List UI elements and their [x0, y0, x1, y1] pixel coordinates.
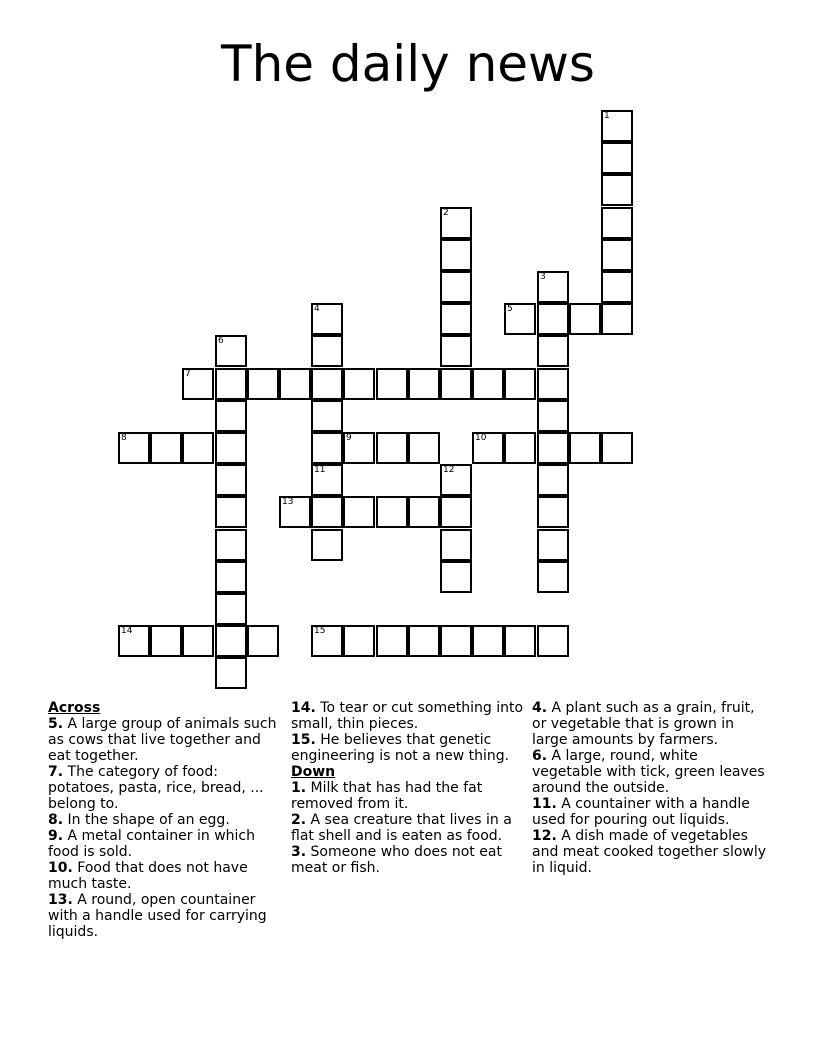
puzzle-title: The daily news [221, 35, 595, 93]
grid-cell[interactable] [118, 432, 150, 464]
down-heading: Down [291, 764, 336, 780]
grid-cell[interactable] [182, 432, 214, 464]
cell-number: 4 [314, 304, 320, 314]
clue-down-1[interactable]: 1. Milk that has had the fat removed from it. [291, 780, 483, 812]
grid-cell[interactable] [311, 368, 343, 400]
grid-cell[interactable] [472, 625, 504, 657]
grid-cell[interactable] [537, 335, 569, 367]
cell-number: 8 [121, 433, 127, 443]
grid-cell[interactable] [215, 496, 247, 528]
grid-cell[interactable] [343, 625, 375, 657]
cell-number: 9 [346, 433, 352, 443]
grid-cell[interactable] [215, 529, 247, 561]
grid-cell[interactable] [569, 432, 601, 464]
grid-cell[interactable] [504, 432, 536, 464]
clue-across-9[interactable]: 9. A metal container in which food is sold. [48, 828, 255, 860]
clue-down-12[interactable]: 12. A dish made of vegetables and meat cooked together slowly in liquid. [532, 828, 767, 876]
clue-across-15[interactable]: 15. He believes that genetic engineering is not a new thing. [291, 732, 510, 764]
grid-cell[interactable] [440, 496, 472, 528]
grid-cell[interactable] [311, 400, 343, 432]
grid-cell[interactable] [247, 368, 279, 400]
grid-cell[interactable] [537, 496, 569, 528]
clue-down-4[interactable]: 4. A plant such as a grain, fruit, or vegetable that is grown in large amounts by farmers. [532, 700, 755, 748]
grid-cell[interactable] [182, 368, 214, 400]
grid-cell[interactable] [440, 239, 472, 271]
grid-cell[interactable] [311, 625, 343, 657]
grid-cell[interactable] [215, 400, 247, 432]
grid-cell[interactable] [215, 593, 247, 625]
grid-cell[interactable] [343, 368, 375, 400]
cell-number: 6 [218, 336, 224, 346]
grid-cell[interactable] [311, 496, 343, 528]
grid-cell[interactable] [440, 561, 472, 593]
grid-cell[interactable] [440, 335, 472, 367]
cell-number: 5 [507, 304, 513, 314]
cell-number: 10 [475, 433, 487, 443]
grid-cell[interactable] [440, 625, 472, 657]
clue-across-14[interactable]: 14. To tear or cut something into small, thin pieces. [291, 700, 524, 732]
grid-cell[interactable] [343, 496, 375, 528]
grid-cell[interactable] [247, 625, 279, 657]
grid-cell[interactable] [408, 368, 440, 400]
cell-number: 13 [282, 497, 294, 507]
clue-across-10[interactable]: 10. Food that does not have much taste. [48, 860, 248, 892]
grid-cell[interactable] [408, 432, 440, 464]
grid-cell[interactable] [569, 303, 601, 335]
clue-down-2[interactable]: 2. A sea creature that lives in a flat shell and is eaten as food. [291, 812, 512, 844]
grid-cell[interactable] [537, 432, 569, 464]
grid-cell[interactable] [504, 368, 536, 400]
clue-across-8[interactable]: 8. In the shape of an egg. [48, 812, 230, 828]
clue-column-2 [291, 700, 523, 876]
grid-cell[interactable] [537, 625, 569, 657]
clue-column-3 [532, 700, 767, 876]
grid-cell[interactable] [150, 432, 182, 464]
grid-cell[interactable] [408, 625, 440, 657]
grid-cell[interactable] [472, 368, 504, 400]
grid-cell[interactable] [215, 368, 247, 400]
grid-cell[interactable] [376, 625, 408, 657]
cell-number: 3 [540, 272, 546, 282]
grid-cell[interactable] [537, 271, 569, 303]
grid-cell[interactable] [376, 496, 408, 528]
grid-cell[interactable] [343, 432, 375, 464]
cell-number: 2 [443, 208, 449, 218]
clue-down-6[interactable]: 6. A large, round, white vegetable with tick, green leaves around the outside. [532, 748, 765, 796]
grid-cell[interactable] [601, 239, 633, 271]
grid-cell[interactable] [150, 625, 182, 657]
across-heading: Across [48, 700, 101, 716]
grid-cell[interactable] [537, 561, 569, 593]
grid-cell[interactable] [601, 110, 633, 142]
grid-cell[interactable] [472, 432, 504, 464]
grid-cell[interactable] [601, 207, 633, 239]
grid-cell[interactable] [601, 271, 633, 303]
cell-number: 15 [314, 626, 326, 636]
grid-cell[interactable] [376, 368, 408, 400]
cell-number: 12 [443, 465, 455, 475]
grid-cell[interactable] [215, 657, 247, 689]
grid-cell[interactable] [440, 529, 472, 561]
grid-cell[interactable] [118, 625, 150, 657]
clue-across-13[interactable]: 13. A round, open countainer with a handle used for carrying liquids. [48, 892, 267, 940]
clue-across-7[interactable]: 7. The category of food: potatoes, pasta, rice, bread, ... belong to. [48, 764, 264, 812]
grid-cell[interactable] [537, 368, 569, 400]
grid-cell[interactable] [279, 368, 311, 400]
grid-cell[interactable] [311, 529, 343, 561]
grid-cell[interactable] [311, 432, 343, 464]
grid-cell[interactable] [601, 174, 633, 206]
grid-cell[interactable] [537, 303, 569, 335]
clue-down-3[interactable]: 3. Someone who does not eat meat or fish. [291, 844, 502, 876]
grid-cell[interactable] [215, 432, 247, 464]
grid-cell[interactable] [279, 496, 311, 528]
grid-cell[interactable] [537, 529, 569, 561]
grid-cell[interactable] [215, 625, 247, 657]
grid-cell[interactable] [601, 432, 633, 464]
grid-cell[interactable] [504, 625, 536, 657]
clue-column-1 [48, 700, 283, 940]
clue-across-5[interactable]: 5. A large group of animals such as cows that live together and eat together. [48, 716, 277, 764]
grid-cell[interactable] [311, 464, 343, 496]
grid-cell[interactable] [440, 271, 472, 303]
grid-cell[interactable] [408, 496, 440, 528]
cell-number: 14 [121, 626, 133, 636]
grid-cell[interactable] [440, 303, 472, 335]
cell-number: 7 [185, 369, 191, 379]
grid-cell[interactable] [311, 335, 343, 367]
grid-cell[interactable] [601, 303, 633, 335]
clue-down-11[interactable]: 11. A countainer with a handle used for pouring out liquids. [532, 796, 750, 828]
grid-cell[interactable] [601, 142, 633, 174]
grid-cell[interactable] [504, 303, 536, 335]
grid-cell[interactable] [440, 368, 472, 400]
grid-cell[interactable] [215, 561, 247, 593]
grid-cell[interactable] [440, 207, 472, 239]
grid-cell[interactable] [215, 335, 247, 367]
grid-cell[interactable] [215, 464, 247, 496]
cell-number: 11 [314, 465, 326, 475]
grid-cell[interactable] [376, 432, 408, 464]
grid-cell[interactable] [537, 464, 569, 496]
cell-number: 1 [604, 111, 610, 121]
grid-cell[interactable] [311, 303, 343, 335]
grid-cell[interactable] [440, 464, 472, 496]
grid-cell[interactable] [182, 625, 214, 657]
grid-cell[interactable] [537, 400, 569, 432]
